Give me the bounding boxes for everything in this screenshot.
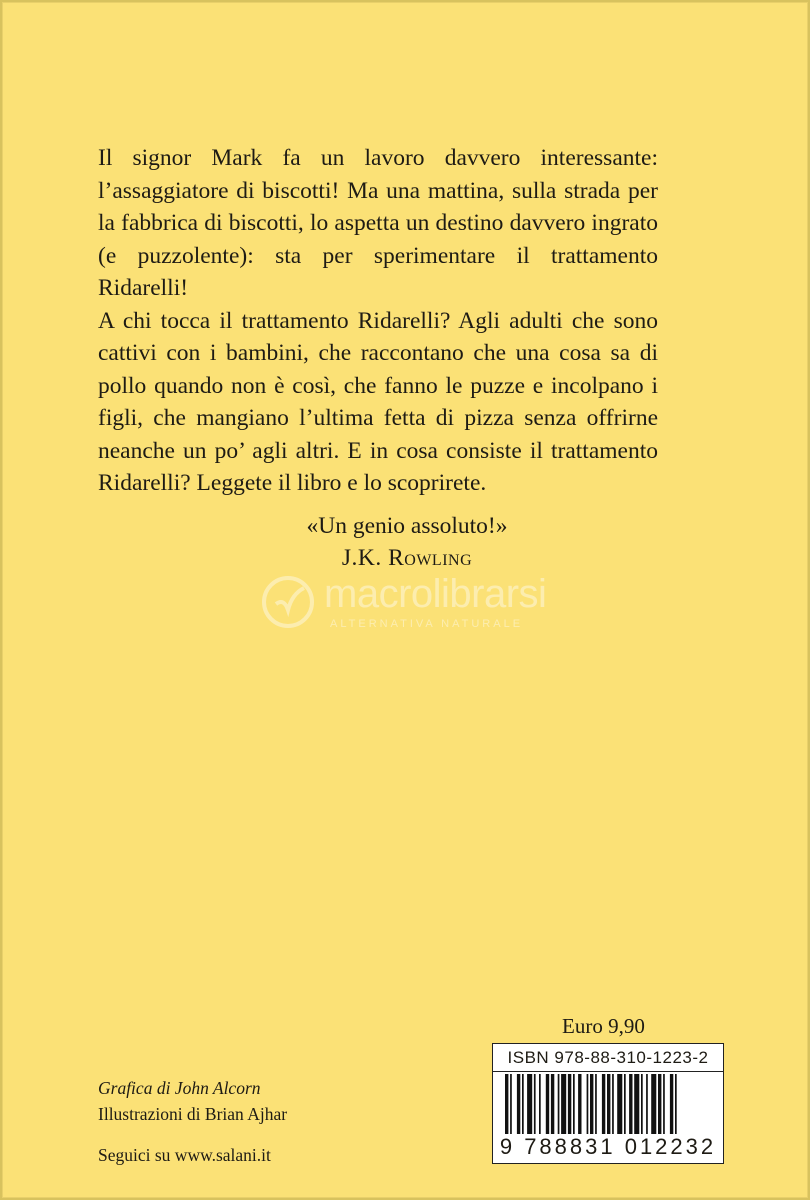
ean-number: 9 788831 012232 xyxy=(493,1134,723,1160)
quote-author: J.K. Rowling xyxy=(341,545,473,571)
barcode xyxy=(492,1043,724,1164)
watermark-brand: macrolibrarsi xyxy=(324,572,547,616)
credits xyxy=(98,1075,287,1127)
review-quote xyxy=(2,510,810,574)
isbn-label: ISBN 978-88-310-1223-2 xyxy=(493,1044,723,1072)
watermark-tagline: ALTERNATIVA NATURALE xyxy=(330,618,524,630)
blurb xyxy=(98,142,658,500)
graphics-credit: Grafica di John Alcorn xyxy=(98,1078,261,1098)
price: Euro 9,90 xyxy=(562,1014,645,1038)
blurb-paragraph-1: Il signor Mark fa un lavoro davvero interessante: l’assaggiatore di biscotti! Ma una mattina, sulla strada per la fabbrica di biscotti, lo aspetta un destino davvero ingrato (e puzzolente): sta per sperimentare il trattamento Ridarelli! xyxy=(98,145,658,301)
website-link: Seguici su www.salani.it xyxy=(98,1145,271,1165)
watermark-logo-icon xyxy=(262,576,314,628)
watermark xyxy=(260,572,570,636)
blurb-paragraph-2: A chi tocca il trattamento Ridarelli? Agli adulti che sono cattivi con i bambini, che raccontano che una cosa sa di pollo quando non è così, che fanno le puzze e incolpano i figli, che mangiano l’ultima fetta di pizza senza offrirne neanche un po’ agli altri. E in cosa consiste il trattamento Ridarelli? Leggete il libro e lo scoprirete. xyxy=(98,307,658,496)
illustrations-credit: Illustrazioni di Brian Ajhar xyxy=(98,1104,288,1124)
quote-text: «Un genio assoluto!» xyxy=(306,513,508,539)
